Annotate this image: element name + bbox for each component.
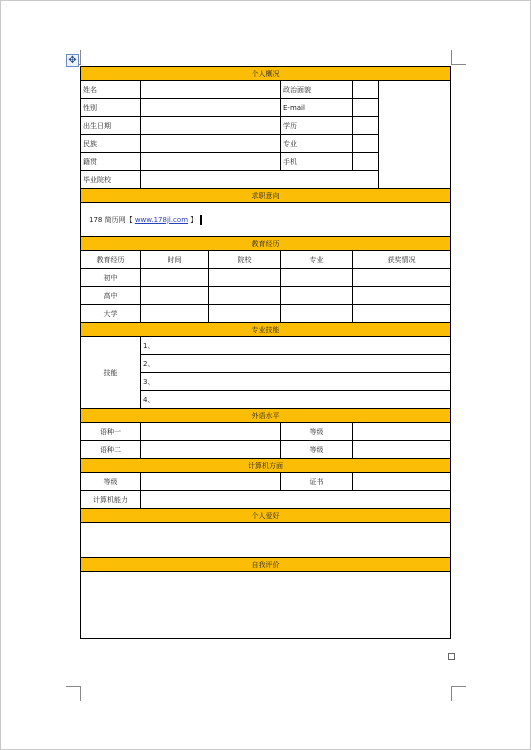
label-gender: 性别 [81, 99, 141, 117]
edu-col-header: 获奖情况 [353, 251, 451, 269]
edu-cell[interactable] [209, 269, 281, 287]
edu-col-header: 时间 [141, 251, 209, 269]
edu-cell[interactable] [281, 305, 353, 323]
edu-cell[interactable] [141, 287, 209, 305]
field-political[interactable] [353, 81, 379, 99]
field-lang1[interactable] [141, 423, 281, 441]
skill-item[interactable]: 4、 [141, 391, 451, 409]
label-computer-ability: 计算机能力 [81, 491, 141, 509]
edu-cell[interactable] [209, 305, 281, 323]
label-birth: 出生日期 [81, 117, 141, 135]
crop-mark-bottom-right [451, 686, 466, 701]
edu-col-header: 院校 [209, 251, 281, 269]
field-computer-level[interactable] [141, 473, 281, 491]
field-lang1-level[interactable] [353, 423, 451, 441]
field-name[interactable] [141, 81, 281, 99]
skills-label: 技能 [81, 337, 141, 409]
field-hometown[interactable] [141, 153, 281, 171]
label-certificate: 证书 [281, 473, 353, 491]
field-self-eval[interactable] [81, 572, 451, 639]
label-phone: 手机 [281, 153, 353, 171]
edu-cell[interactable] [141, 269, 209, 287]
label-major: 专业 [281, 135, 353, 153]
label-school: 毕业院校 [81, 171, 141, 189]
field-birth[interactable] [141, 117, 281, 135]
skill-item[interactable]: 1、 [141, 337, 451, 355]
section-header-education: 教育经历 [81, 237, 451, 251]
field-school[interactable] [141, 171, 379, 189]
label-computer-level: 等级 [81, 473, 141, 491]
edu-cell[interactable] [353, 305, 451, 323]
label-email: E-mail [281, 99, 353, 117]
table-resize-handle[interactable] [448, 653, 455, 660]
field-lang2-level[interactable] [353, 441, 451, 459]
text-cursor [200, 215, 202, 225]
edu-row-label: 高中 [81, 287, 141, 305]
section-header-self-eval: 自我评价 [81, 558, 451, 572]
label-degree: 学历 [281, 117, 353, 135]
field-ethnicity[interactable] [141, 135, 281, 153]
label-lang1: 语种一 [81, 423, 141, 441]
field-email[interactable] [353, 99, 379, 117]
intention-line[interactable] [81, 203, 451, 237]
intention-suffix: 】 [190, 215, 198, 224]
section-header-hobbies: 个人爱好 [81, 509, 451, 523]
edu-cell[interactable] [209, 287, 281, 305]
label-level: 等级 [281, 441, 353, 459]
field-gender[interactable] [141, 99, 281, 117]
label-political: 政治面貌 [281, 81, 353, 99]
section-header-computer: 计算机方面 [81, 459, 451, 473]
skill-item[interactable]: 3、 [141, 373, 451, 391]
label-ethnicity: 民族 [81, 135, 141, 153]
crop-mark-bottom-left [66, 686, 81, 701]
intention-prefix: 178 简历网【 [89, 215, 133, 224]
site-link[interactable]: www.178jl.com [134, 215, 189, 224]
field-degree[interactable] [353, 117, 379, 135]
section-header-skills: 专业技能 [81, 323, 451, 337]
edu-cell[interactable] [141, 305, 209, 323]
section-header-personal: 个人概况 [81, 67, 451, 81]
field-phone[interactable] [353, 153, 379, 171]
edu-cell[interactable] [281, 287, 353, 305]
label-hometown: 籍贯 [81, 153, 141, 171]
edu-col-header: 专业 [281, 251, 353, 269]
section-header-language: 外语水平 [81, 409, 451, 423]
skill-item[interactable]: 2、 [141, 355, 451, 373]
edu-row-label: 初中 [81, 269, 141, 287]
field-major[interactable] [353, 135, 379, 153]
field-certificate[interactable] [353, 473, 451, 491]
photo-area[interactable] [379, 81, 451, 189]
label-name: 姓名 [81, 81, 141, 99]
section-header-intention: 求职意向 [81, 189, 451, 203]
crop-mark-top-right [451, 50, 466, 65]
resume-table [80, 66, 451, 639]
table-move-handle-icon[interactable]: ✥ [66, 54, 79, 67]
edu-col-header: 教育经历 [81, 251, 141, 269]
edu-cell[interactable] [353, 287, 451, 305]
edu-cell[interactable] [281, 269, 353, 287]
field-computer-ability[interactable] [141, 491, 451, 509]
edu-row-label: 大学 [81, 305, 141, 323]
field-hobbies[interactable] [81, 523, 451, 558]
edu-cell[interactable] [353, 269, 451, 287]
label-lang2: 语种二 [81, 441, 141, 459]
label-level: 等级 [281, 423, 353, 441]
field-lang2[interactable] [141, 441, 281, 459]
